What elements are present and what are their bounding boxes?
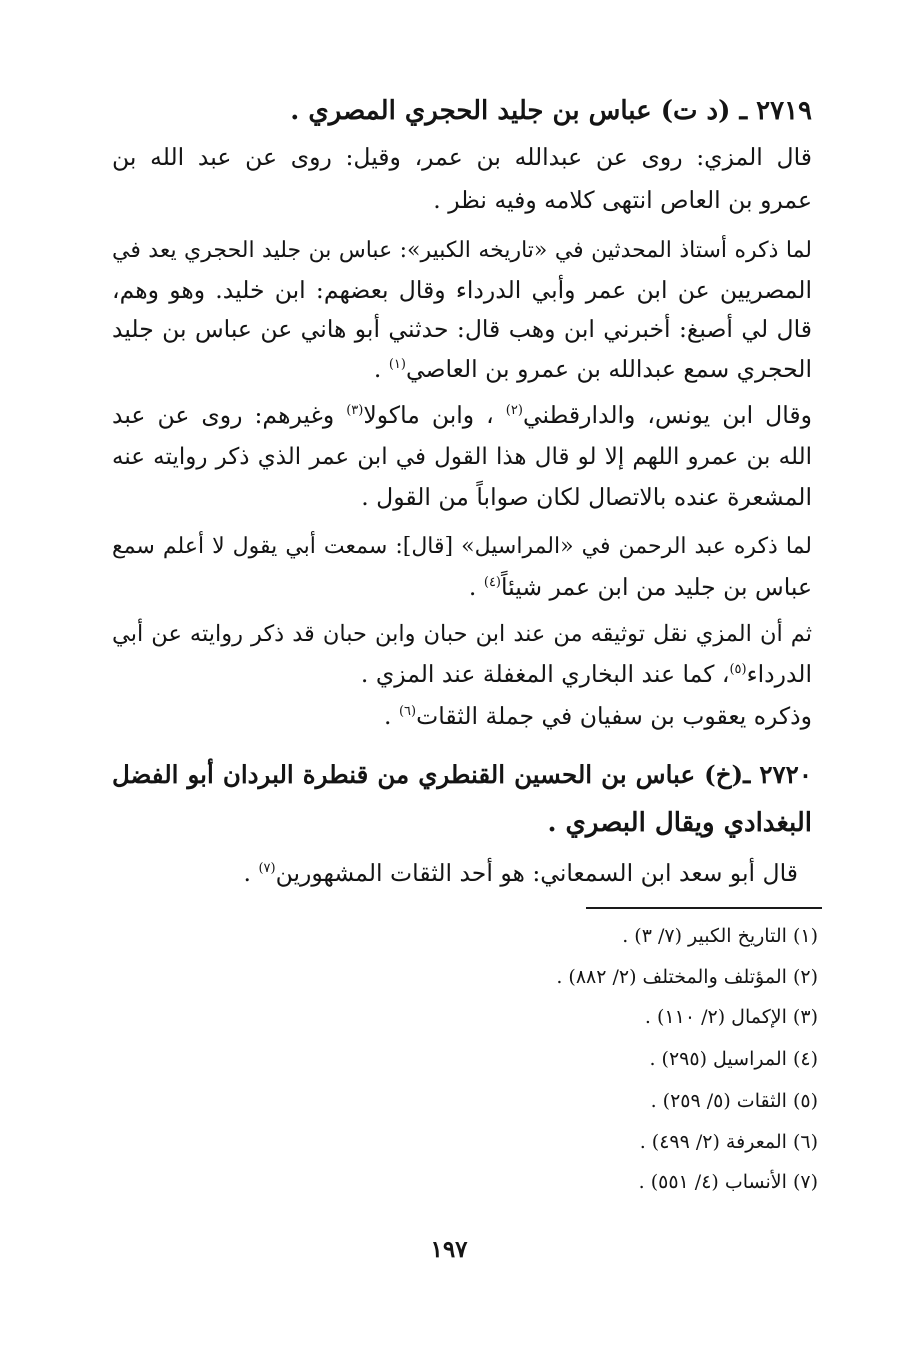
footnote-ref-1: (١): [388, 357, 406, 373]
entry-2720-heading-line1: ٢٧٢٠ ـ(خ) عباس بن الحسين القنطري من قنطرة البردان أبو الفضل: [112, 760, 812, 789]
text-segment: وذكره يعقوب بن سفيان في جملة الثقات: [416, 702, 812, 730]
text-segment: عباس بن جليد من ابن عمر شيئاً: [501, 573, 812, 601]
text-segment: الدرداء: [746, 660, 812, 688]
footnote-2: (٢) المؤتلف والمختلف (٢/ ٨٨٢) .: [556, 966, 818, 988]
text-line: عمرو بن العاص انتهى كلامه وفيه نظر .: [433, 186, 812, 214]
text-line: الله بن عمرو اللهم إلا لو قال هذا القول في ابن عمر الذي ذكر روايته عنه: [112, 444, 812, 470]
text-segment: قال أبو سعد ابن السمعاني: هو أحد الثقات المشهورين: [275, 859, 798, 887]
footnote-separator: [586, 907, 822, 909]
footnote-5: (٥) الثقات (٥/ ٢٥٩) .: [650, 1090, 818, 1112]
text-line: المصريين عن ابن عمر وأبي الدرداء وقال بعضهم: ابن خليد. وهو وهم،: [112, 276, 812, 304]
text-segment: ، كما عند البخاري المغفلة عند المزي .: [360, 660, 730, 688]
entry-2720-heading-line2: البغدادي ويقال البصري .: [547, 808, 812, 838]
text-line: لما ذكره عبد الرحمن في «المراسيل» [قال]: سمعت أبي يقول لا أعلم سمع: [112, 534, 812, 559]
text-segment: الحجري سمع عبدالله بن عمرو بن العاصي: [405, 355, 812, 383]
footnote-4: (٤) المراسيل (٢٩٥) .: [649, 1048, 818, 1070]
footnote-7: (٧) الأنساب (٤/ ٥٥١) .: [638, 1171, 818, 1193]
footnote-3: (٣) الإكمال (٢/ ١١٠) .: [644, 1006, 818, 1028]
footnote-ref-7: (٧): [258, 861, 276, 877]
entry-2719-heading: ٢٧١٩ ـ (د ت) عباس بن جليد الحجري المصري .: [290, 96, 812, 126]
footnote-ref-6: (٦): [398, 704, 417, 720]
period: .: [243, 859, 251, 887]
page-number: ١٩٧: [430, 1236, 468, 1263]
text-line-with-ref: [383, 702, 812, 730]
period: .: [468, 573, 477, 601]
text-line-with-refs: [112, 401, 812, 429]
footnote-ref-2: (٢): [505, 403, 523, 419]
text-line-with-ref: [360, 660, 812, 688]
text-segment: وقال ابن يونس، والدارقطني: [522, 401, 812, 429]
period: .: [373, 355, 382, 383]
text-line: المشعرة عنده بالاتصال لكان صواباً من القول .: [361, 483, 812, 511]
footnote-ref-3: (٣): [346, 403, 364, 419]
footnote-1: (١) التاريخ الكبير (٧/ ٣) .: [622, 925, 818, 947]
text-line: قال المزي: روى عن عبدالله بن عمر، وقيل: روى عن عبد الله بن: [112, 143, 812, 171]
text-line-with-ref: [243, 859, 798, 887]
text-line: قال لي أصبغ: أخبرني ابن وهب قال: حدثني أبو هاني عن عباس بن جليد: [112, 315, 812, 343]
text-segment: وغيرهم: روى عن عبد: [112, 401, 335, 429]
footnote-ref-5: (٥): [729, 662, 747, 678]
period: .: [383, 702, 392, 730]
text-line-with-ref: [373, 355, 812, 383]
footnote-ref-4: (٤): [483, 575, 501, 591]
text-segment: ، وابن ماكولا: [363, 401, 494, 429]
text-line-with-ref: [468, 573, 812, 601]
text-line: لما ذكره أستاذ المحدثين في «تاريخه الكبير»: عباس بن جليد الحجري يعد في: [112, 238, 812, 263]
text-line: ثم أن المزي نقل توثيقه من عند ابن حبان وابن حبان قد ذكر روايته عن أبي: [112, 621, 812, 647]
footnote-6: (٦) المعرفة (٢/ ٤٩٩) .: [639, 1131, 818, 1153]
